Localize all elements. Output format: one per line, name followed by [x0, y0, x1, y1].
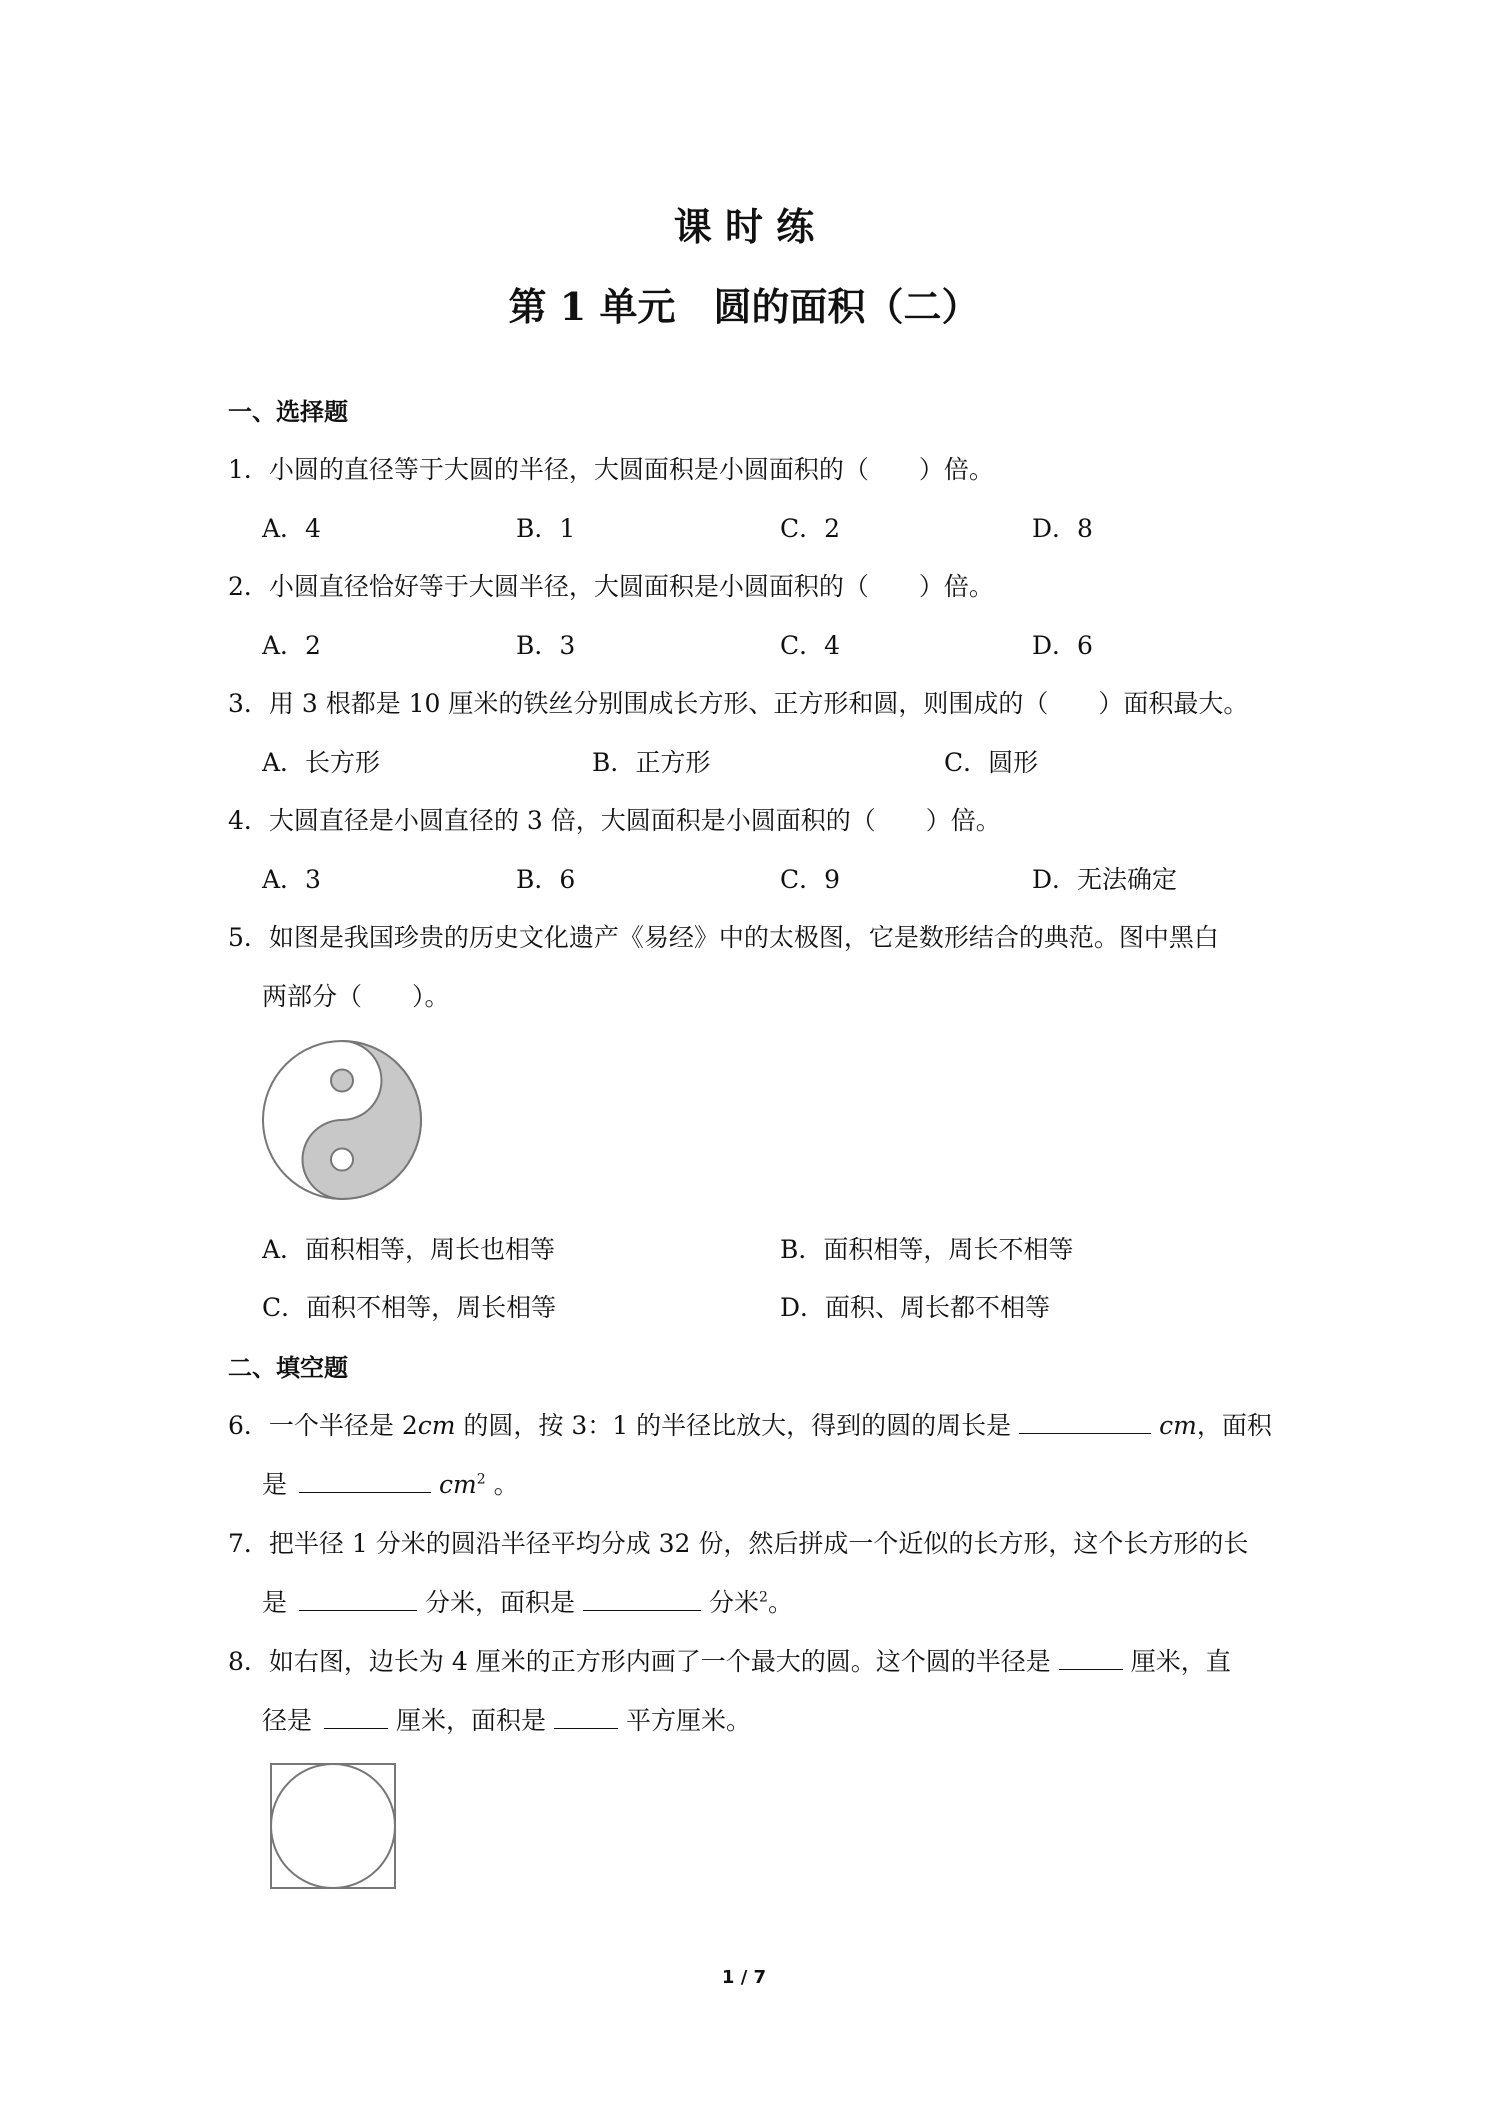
question-2: 2．小圆直径恰好等于大圆半径，大圆面积是小圆面积的（ ）倍。	[228, 572, 994, 601]
q8-blank-area[interactable]	[554, 1702, 618, 1729]
q1-option-d: D．8	[1032, 514, 1093, 543]
q7-blank-length[interactable]	[299, 1584, 417, 1611]
q3-option-b: B．正方形	[592, 748, 711, 777]
q5-option-b: B．面积相等，周长不相等	[780, 1235, 1074, 1264]
q6-text-c: ，面积	[1196, 1411, 1272, 1440]
q6-text-b: 的圆，按 3：1 的半径比放大，得到的圆的周长是	[455, 1411, 1012, 1440]
q5-option-a: A．面积相等，周长也相等	[262, 1235, 556, 1264]
q2-option-c: C．4	[780, 631, 841, 660]
q7-blank-area[interactable]	[583, 1584, 701, 1611]
q7-text-a: 是	[262, 1588, 288, 1617]
question-7-line1: 7．把半径 1 分米的圆沿半径平均分成 32 份，然后拼成一个近似的长方形，这个长方形的长	[228, 1529, 1249, 1558]
q6-unit-cm-3: cm	[439, 1470, 477, 1499]
q8-blank-diameter[interactable]	[324, 1702, 388, 1729]
q7-sup: 2	[759, 1589, 768, 1606]
question-8-line1	[228, 1642, 1231, 1678]
q8-text-e: 平方厘米。	[626, 1706, 752, 1735]
q1-option-b: B．1	[516, 514, 576, 543]
q6-text-a: 6．一个半径是 2	[228, 1411, 418, 1440]
q4-option-c: C．9	[780, 865, 841, 894]
q7-text-c: 分米	[709, 1588, 760, 1617]
taiji-figure	[260, 1038, 424, 1202]
q6-unit-cm: cm	[417, 1411, 456, 1440]
section-heading-choice: 一、选择题	[228, 397, 348, 426]
q6-unit-cm-2: cm	[1159, 1411, 1197, 1440]
q5-option-c: C．面积不相等，周长相等	[262, 1293, 557, 1322]
q8-text-c: 径是	[262, 1706, 313, 1735]
q8-text-d: 厘米，面积是	[396, 1706, 547, 1735]
q7-text-d: 。	[767, 1588, 793, 1617]
q6-text-d: 是	[262, 1470, 288, 1499]
q6-blank-area[interactable]	[299, 1466, 431, 1493]
page-subtitle: 第 1 单元 圆的面积（二）	[508, 284, 980, 329]
question-1: 1．小圆的直径等于大圆的半径，大圆面积是小圆面积的（ ）倍。	[228, 455, 994, 484]
q2-option-b: B．3	[516, 631, 576, 660]
q5-option-d: D．面积、周长都不相等	[780, 1293, 1051, 1322]
question-8-line2	[262, 1701, 751, 1737]
q1-option-a: A．4	[262, 514, 321, 543]
q2-option-a: A．2	[262, 631, 321, 660]
q1-option-c: C．2	[780, 514, 841, 543]
q4-option-a: A．3	[262, 865, 321, 894]
question-6-line2	[262, 1465, 519, 1501]
question-6-line1	[228, 1406, 1272, 1442]
q6-sup: 2	[476, 1471, 486, 1488]
q3-option-a: A．长方形	[262, 748, 381, 777]
page-number: 1 / 7	[721, 1967, 767, 1988]
q7-text-b: 分米，面积是	[425, 1588, 576, 1617]
q8-text-a: 8．如右图，边长为 4 厘米的正方形内画了一个最大的圆。这个圆的半径是	[228, 1647, 1051, 1676]
page-title: 课 时 练	[673, 204, 815, 249]
q6-blank-circumference[interactable]	[1019, 1407, 1151, 1434]
square-circle-figure	[269, 1762, 399, 1892]
q6-text-e: 。	[485, 1470, 519, 1499]
q8-text-b: 厘米，直	[1130, 1647, 1231, 1676]
q3-option-c: C．圆形	[944, 748, 1039, 777]
q8-blank-radius[interactable]	[1059, 1643, 1123, 1670]
question-5-line1: 5．如图是我国珍贵的历史文化遗产《易经》中的太极图，它是数形结合的典范。图中黑白	[228, 923, 1219, 952]
q2-option-d: D．6	[1032, 631, 1093, 660]
question-4: 4．大圆直径是小圆直径的 3 倍，大圆面积是小圆面积的（ ）倍。	[228, 806, 1001, 835]
q4-option-d: D．无法确定	[1032, 865, 1178, 894]
question-5-line2: 两部分（ ）。	[262, 982, 450, 1011]
question-3: 3．用 3 根都是 10 厘米的铁丝分别围成长方形、正方形和圆，则围成的（ ）面积最大。	[228, 689, 1249, 718]
q4-option-b: B．6	[516, 865, 576, 894]
question-7-line2	[262, 1583, 793, 1619]
section-heading-fill: 二、填空题	[228, 1353, 348, 1382]
